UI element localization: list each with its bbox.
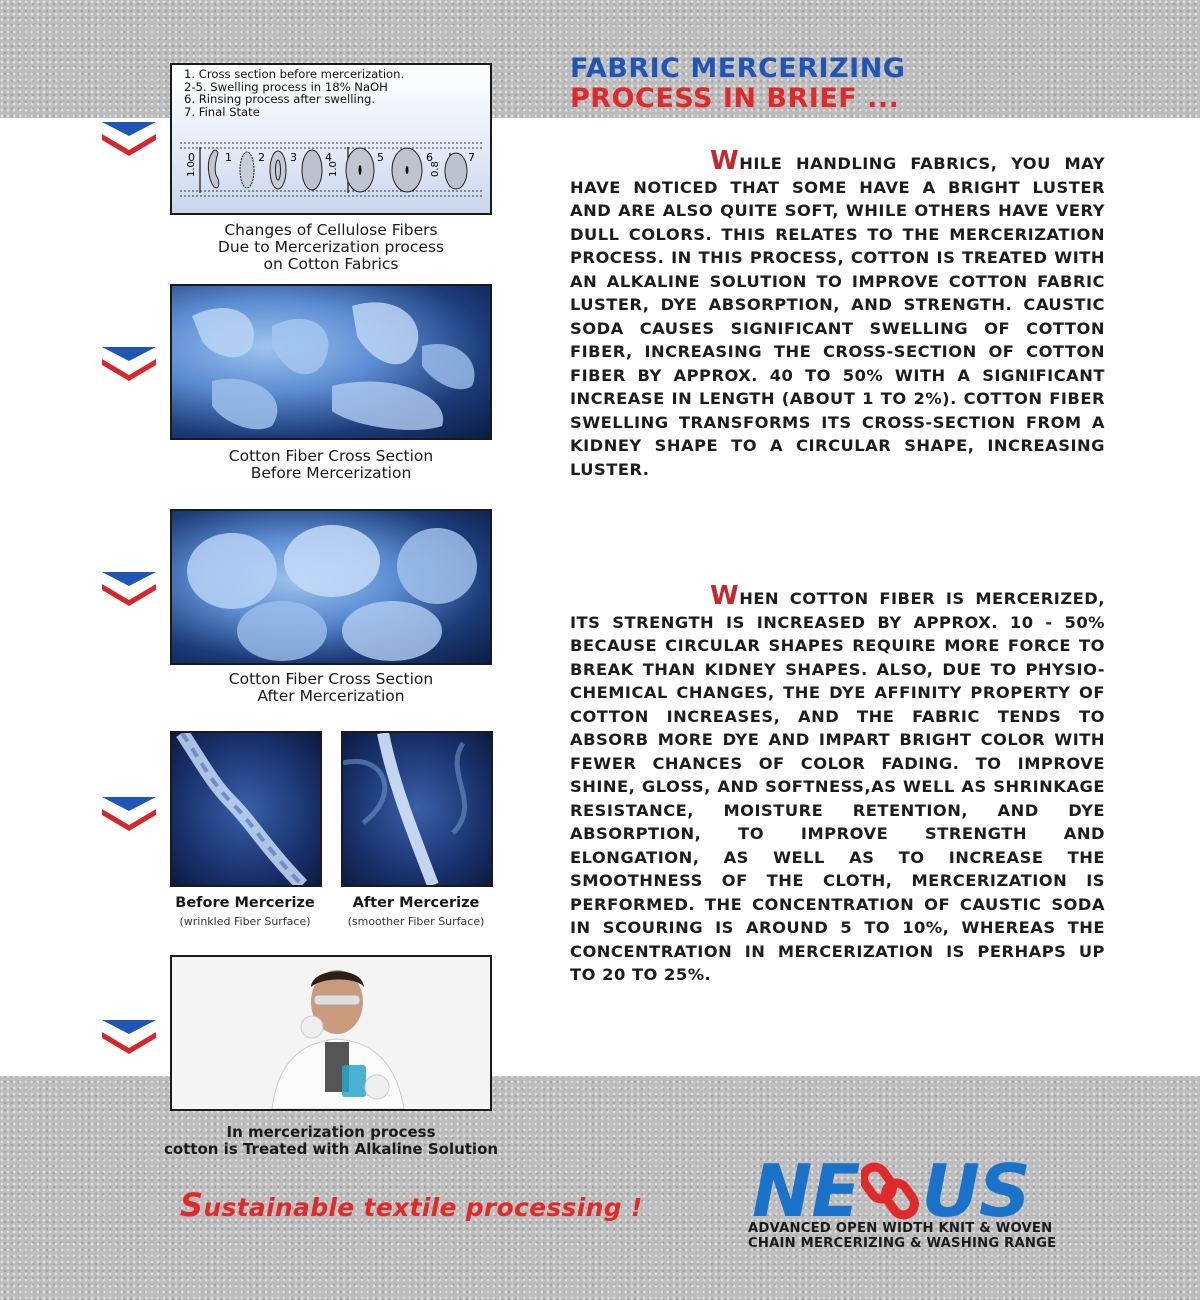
chevron-bullet-icon (100, 345, 158, 381)
caption-line: cotton is Treated with Alkaline Solution (163, 1140, 499, 1158)
fiber-shapes-illustration (172, 125, 490, 215)
stage-label: 6 (426, 151, 433, 164)
detail-paragraph (570, 581, 1105, 987)
title-line-1: FABRIC MERCERIZING (570, 53, 906, 84)
caption-line: Changes of Cellulose Fibers (224, 221, 438, 239)
caption-line: After Mercerization (257, 687, 405, 705)
diagram-step: 2-5. Swelling process in 18% NaOH (184, 79, 388, 94)
intro-paragraph (570, 146, 1105, 481)
dimension-label: 0.8 (430, 161, 441, 177)
chain-link-icon (861, 1160, 919, 1222)
before-mercerize-subtitle: (wrinkled Fiber Surface) (179, 915, 311, 928)
paragraph-text: HEN COTTON FIBER IS MERCERIZED, ITS STRENGTH IS INCREASED BY APPROX. 10 - 50% BECAUSE CIRCULAR SHAPES REQUIRE MORE FORCE TO BREAK THAN KIDNEY SHAPES. ALSO, DUE TO PHYSIO-CHEMICAL CHANGES, THE DYE AFFINITY PROPERTY OF COTTON INCREASES, AND THE FABRIC TENDS TO ABSORB MORE DYE AND IMPART BRIGHT COLOR WITH FEWER CHANCES OF COLOR FADING. TO IMPROVE SHINE, GLOSS, AND SOFTNESS,AS WELL AS SHRINKAGE RESISTANCE, MOISTURE RETENTION, AND DYE ABSORPTION, TO IMPROVE STRENGTH AND ELONGATION, AS WELL AS TO INCREASE THE SMOOTHNESS OF THE CLOTH, MERCERIZATION IS PERFORMED. THE CONCENTRATION OF CAUSTIC SODA IN SCOURING IS AROUND 5 TO 10%, WHEREAS THE CONCENTRATION IN MERCERIZATION IS PERHAPS UP TO 20 TO 25%. (570, 589, 1105, 984)
cross-section-before-photo (170, 284, 492, 440)
caption-line: on Cotton Fabrics (263, 255, 399, 273)
logo-text: NE (752, 1149, 860, 1233)
logo-tagline (748, 1222, 1056, 1251)
cross-section-after-photo (170, 509, 492, 665)
logo-tagline-line: ADVANCED OPEN WIDTH KNIT & WOVEN (748, 1221, 1053, 1236)
sustainability-tagline (180, 1186, 643, 1224)
diagram-caption (150, 222, 512, 273)
chevron-bullet-icon (100, 795, 158, 831)
fiber-surface-after-photo (341, 731, 493, 887)
caption-line: Cotton Fiber Cross Section (228, 447, 434, 465)
after-mercerize-title: After Mercerize (352, 895, 480, 911)
after-photo-caption (150, 671, 512, 705)
paragraph-text: HILE HANDLING FABRICS, YOU MAY HAVE NOTICED THAT SOME HAVE A BRIGHT LUSTER AND ARE ALSO QUITE SOFT, WHILE OTHERS HAVE VERY DULL COLORS. THIS RELATES TO THE MERCERIZATION PROCESS. IN THIS PROCESS, COTTON IS TREATED WITH AN ALKALINE SOLUTION TO IMPROVE COTTON FABRIC LUSTER, DYE ABSORPTION, AND STRENGTH. CAUSTIC SODA CAUSES SIGNIFICANT SWELLING OF COTTON FIBER, INCREASING THE CROSS-SECTION OF COTTON FIBER BY APPROX. 40 TO 50% WITH A SIGNIFICANT INCREASE IN LENGTH (ABOUT 1 TO 2%). COTTON FIBER SWELLING TRANSFORMS ITS CROSS-SECTION FROM A KIDNEY SHAPE TO A CIRCULAR SHAPE, INCREASING LUSTER. (570, 154, 1105, 479)
stage-label: 0 (188, 151, 195, 164)
chevron-bullet-icon (100, 120, 158, 156)
dimension-label: 1.0 (328, 161, 339, 177)
before-mercerize-title: Before Mercerize (175, 895, 315, 911)
scientist-photo (170, 955, 492, 1111)
tagline-initial: S (180, 1186, 204, 1224)
stage-label: 2 (258, 151, 265, 164)
page-title (570, 54, 905, 114)
caption-line: Before Mercerization (250, 464, 412, 482)
tagline-text: ustainable textile processing ! (203, 1193, 643, 1222)
caption-line: In mercerization process (226, 1123, 436, 1141)
chevron-bullet-icon (100, 570, 158, 606)
before-photo-caption (150, 448, 512, 482)
scientist-caption (130, 1124, 532, 1158)
stage-label: 1 (225, 151, 232, 164)
chevron-bullet-icon (100, 1018, 158, 1054)
wrinkled-fiber-illustration (172, 733, 320, 885)
diagram-step: 7. Final State (184, 104, 260, 119)
fiber-cross-section-illustration (172, 286, 490, 438)
caption-line: Cotton Fiber Cross Section (228, 670, 434, 688)
stage-label: 4 (325, 151, 332, 164)
fiber-cross-section-illustration (172, 511, 490, 663)
logo-tagline-line: CHAIN MERCERIZING & WASHING RANGE (748, 1235, 1057, 1251)
diagram-step: 6. Rinsing process after swelling. (184, 92, 376, 107)
stage-label: 5 (377, 151, 384, 164)
caption-line: Due to Mercerization process (217, 238, 445, 256)
smooth-fiber-illustration (343, 733, 491, 885)
title-line-2: PROCESS IN BRIEF ... (570, 83, 900, 114)
drop-cap: W (710, 581, 740, 611)
diagram-steps (172, 65, 490, 118)
fiber-surface-before-photo (170, 731, 322, 887)
dimension-label: 1.0 (186, 161, 197, 177)
logo-text: US (921, 1149, 1030, 1233)
stage-label: 3 (290, 151, 297, 164)
stage-label: 7 (468, 151, 475, 164)
drop-cap: W (710, 146, 740, 176)
after-mercerize-subtitle: (smoother Fiber Surface) (347, 915, 485, 928)
scientist-illustration (172, 957, 490, 1109)
diagram-step: 1. Cross section before mercerization. (184, 67, 405, 81)
cellulose-fiber-diagram (170, 63, 492, 215)
